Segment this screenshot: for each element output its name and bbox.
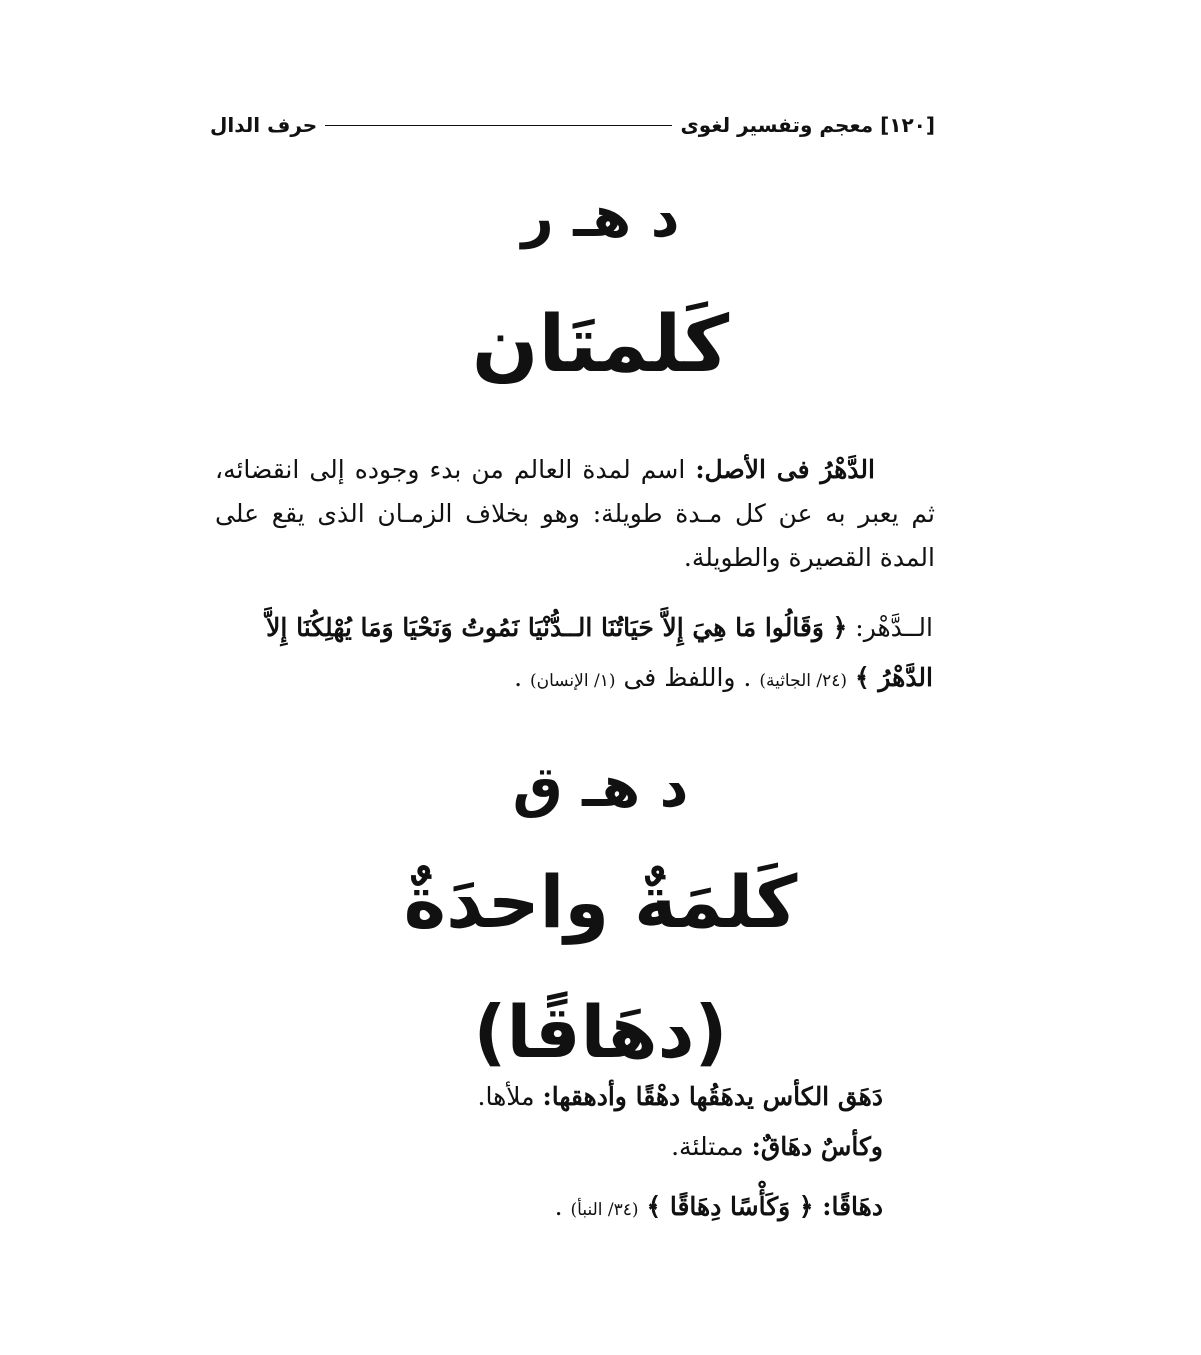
tail-end: . [514,663,523,692]
verse-text-1: ﴿ وَقَالُوا مَا هِيَ إِلاَّ حَيَاتُنَا الــدُّنْيَا نَمُوتُ وَنَحْيَا وَمَا يُهْلِكُنَا إِلاَّ [266,613,848,642]
page-number: [١٢٠] [880,113,935,137]
definition-term: الدَّهْرُ فى الأصل: [695,455,875,484]
tail-reference: (١/ الإنسان) [529,671,616,691]
meaning-3-end: . [554,1192,563,1221]
meaning-3-reference: (٣٤/ النبأ) [570,1200,639,1220]
root-heading-dhq: د هـ ق [512,755,689,820]
tail-text: . واللفظ فى [623,663,752,692]
root-heading-dhr: د هـ ر [521,185,680,250]
verse-line-1 [266,613,933,642]
word-count-heading: كَلمتَان [471,300,730,390]
meaning-line-3 [555,1192,883,1221]
header-rule [325,125,672,126]
meaning-3-verse: ﴿ وَكَأْسًا دِهَاقًا ﴾ [646,1192,823,1221]
definition-text: اسم لمدة العالم من بدء وجوده إلى انقضائه، ثم يعبر به عن كل مـدة طويلة: وهو بخلاف الزمـان الذى يقع على المدة القصيرة والطويلة. [215,455,935,572]
definition-paragraph [215,448,935,580]
headword: (دهَاقًا) [473,990,728,1074]
verse-line-2 [514,663,933,692]
book-title: معجم وتفسير لغوى [680,113,874,137]
word-count-heading-2: كَلمَةٌ واحدَةٌ [403,860,798,944]
meaning-line-1 [478,1082,883,1111]
verse-text-2: الدَّهْرُ ﴾ [854,663,933,692]
meaning-2-text: ممتلئة. [671,1132,752,1161]
entry-word: الــدَّهْر: [855,613,933,642]
meaning-1-term: دَهَق الكأس يدهَقُها دهْقًا وأدهقها: [542,1082,883,1111]
meaning-3-term: دهَاقًا: [822,1192,883,1221]
meaning-2-term: وكأسٌ دهَاقٌ: [751,1132,883,1161]
header-book-block [680,113,935,137]
meaning-1-text: ملأها. [477,1082,543,1111]
running-header [210,110,935,140]
meaning-line-2 [671,1132,883,1161]
verse-reference: (٢٤/ الجاثية) [759,671,848,691]
chapter-title: حرف الدال [210,113,318,137]
